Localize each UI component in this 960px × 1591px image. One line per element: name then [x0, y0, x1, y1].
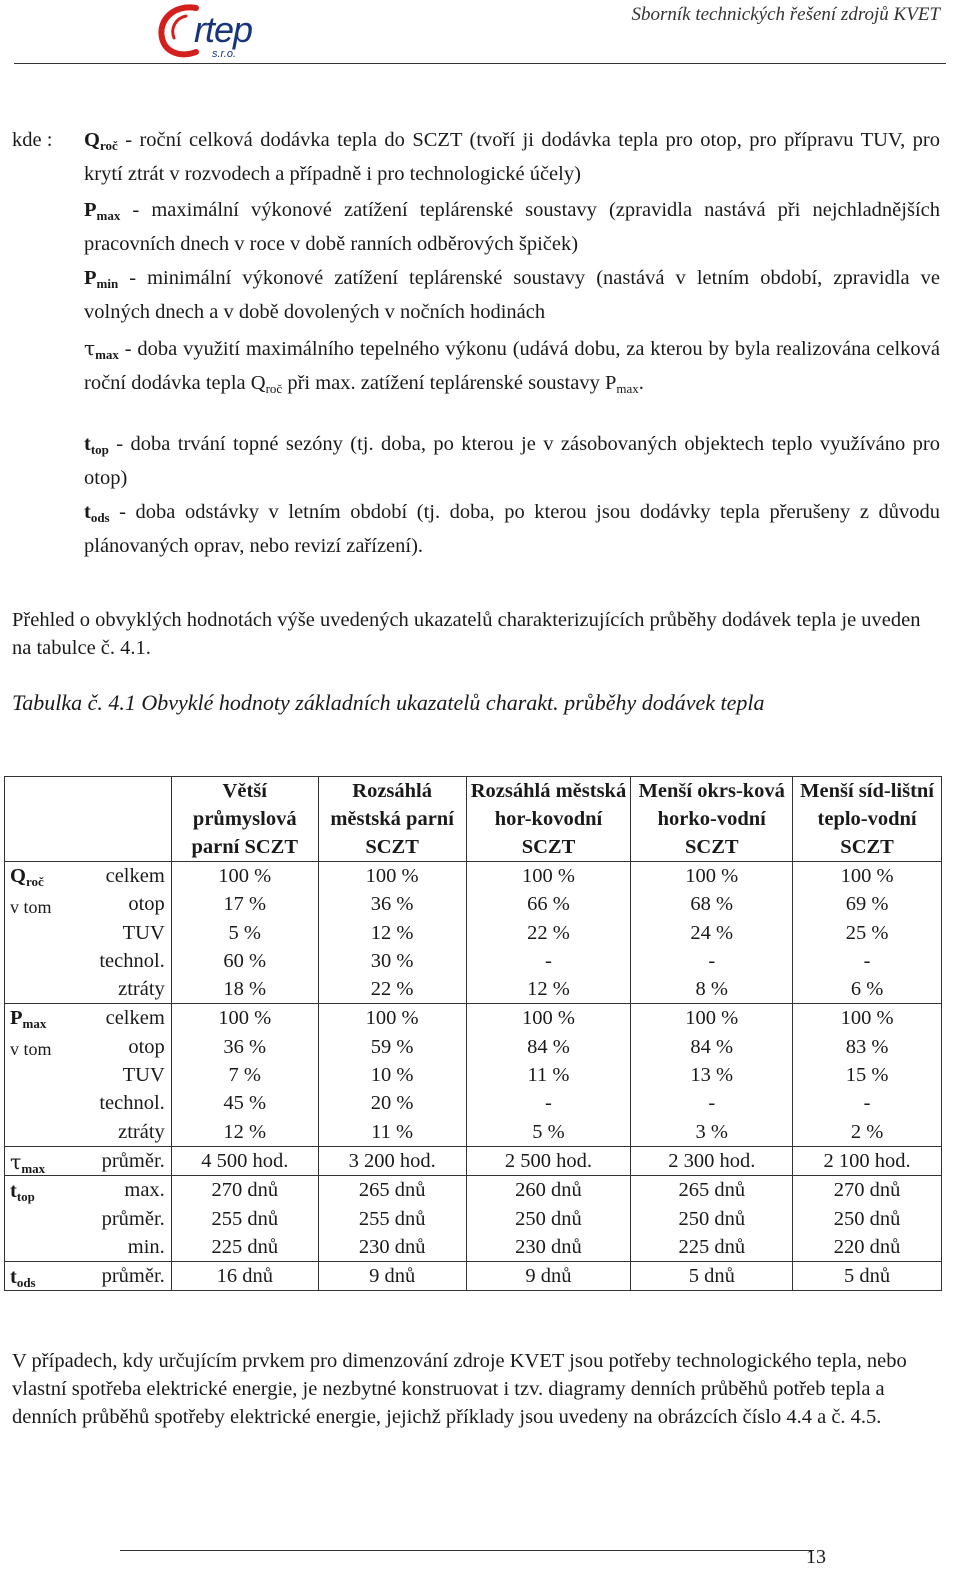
table-cell: -	[708, 1092, 716, 1115]
table-cell: 265 dnů	[678, 1179, 746, 1202]
row-label: celkem	[105, 1007, 165, 1030]
indicator-table	[4, 776, 942, 1291]
table-group-q	[5, 862, 942, 1004]
table-cell: 255 dnů	[211, 1207, 279, 1230]
table-header-row	[5, 777, 942, 862]
table-cell: 22 %	[370, 978, 414, 1001]
row-label: otop	[128, 893, 165, 916]
value-col	[466, 1262, 631, 1291]
table-cell: 36 %	[223, 1035, 267, 1058]
table-cell: 100 %	[685, 865, 739, 887]
table-cell: 83 %	[845, 1035, 889, 1058]
value-col	[793, 1176, 942, 1262]
table-label-cell	[5, 1146, 172, 1175]
definition-t-ods	[84, 498, 940, 560]
row-label: celkem	[105, 865, 165, 887]
value-col	[171, 1004, 318, 1146]
table-cell: 225 dnů	[211, 1235, 279, 1258]
table-cell: 260 dnů	[515, 1179, 582, 1202]
table-cell: 69 %	[845, 893, 889, 916]
value-col	[318, 1146, 466, 1175]
table-cell: 7 %	[228, 1064, 261, 1087]
value-col	[466, 1004, 631, 1146]
value-col	[793, 1146, 942, 1175]
value-col	[171, 862, 318, 1004]
table-cell: 100 %	[365, 865, 419, 887]
table-label-cell	[5, 1176, 172, 1262]
definition-p-min	[84, 264, 940, 326]
table-cell: 12 %	[223, 1120, 267, 1143]
table-cell: 220 dnů	[833, 1235, 901, 1258]
table-cell: 265 dnů	[358, 1179, 426, 1202]
def-text: - maximální výkonové zatížení teplárenské soustavy (zpravidla nastává při nejchladnějších pracovních dnech v roce v době ranních odběrových špiček)	[84, 199, 940, 255]
table-cell: 230 dnů	[515, 1235, 582, 1258]
intro-paragraph: Přehled o obvyklých hodnotách výše uvedených ukazatelů charakterizujících průběhy dodávek tepla je uveden na tabulce č. 4.1.	[12, 609, 921, 659]
def-symbol: $P_{max}$	[84, 199, 121, 223]
def-symbol: $P_{min}$	[84, 267, 119, 291]
table-cell: 100 %	[521, 865, 575, 887]
value-col	[171, 1146, 318, 1175]
def-symbol: $\tau_{max}$	[84, 336, 119, 362]
table-header-cell: Menší okrs-ková horko-vodní SCZT	[631, 777, 793, 862]
table-cell: 59 %	[370, 1035, 414, 1058]
row-label: TUV	[122, 921, 165, 944]
table-cell: 30 %	[370, 949, 414, 972]
row-label: technol.	[99, 1092, 165, 1115]
table-cell: 9 dnů	[369, 1265, 416, 1288]
table-cell: -	[545, 949, 552, 972]
table-header-cell: Rozsáhlá městská parní SCZT	[318, 777, 466, 862]
table-cell: 255 dnů	[358, 1207, 426, 1230]
table-cell: 12 %	[527, 978, 570, 1001]
table-cell: 10 %	[370, 1064, 414, 1087]
table-corner-cell	[5, 777, 172, 862]
definition-t-top	[84, 430, 940, 492]
footer-rule	[120, 1550, 814, 1551]
value-col	[631, 1146, 793, 1175]
definition-p-max	[84, 196, 940, 258]
definition-tau-max	[84, 334, 940, 403]
table-cell: 250 dnů	[833, 1207, 901, 1230]
def-text: - doba odstávky v letním období (tj. doba, po kterou jsou dodávky tepla přerušeny z důvodu plánovaných oprav, nebo revizí zařízení).	[84, 501, 940, 557]
table-cell: 100 %	[218, 1007, 272, 1030]
header-rule	[14, 63, 946, 64]
value-col	[793, 1004, 942, 1146]
table-cell: 45 %	[223, 1092, 267, 1115]
row-label: min.	[127, 1235, 165, 1258]
table-cell: 20 %	[370, 1092, 414, 1115]
table-cell: 84 %	[690, 1035, 734, 1058]
table-label-cell	[5, 1004, 172, 1146]
row-label: ztráty	[118, 978, 165, 1001]
def-symbol: $t_{top}$	[84, 433, 109, 457]
value-col	[631, 1176, 793, 1262]
table-cell: 13 %	[690, 1064, 734, 1087]
table-cell: -	[708, 949, 716, 972]
row-label: TUV	[122, 1064, 165, 1087]
def-symbol: $Q_{roč}$	[84, 129, 118, 153]
table-group-p	[5, 1004, 942, 1146]
table-cell: 24 %	[690, 921, 734, 944]
def-text: - doba využití maximálního tepelného výkonu (udává dobu, za kterou by byla realizována celková roční dodávka tepla $Q_{roč}$ při max. zatížení teplárenské soustavy $P_{max}$.	[84, 338, 940, 396]
value-col	[466, 1176, 631, 1262]
table-cell: 100 %	[840, 865, 894, 887]
value-col	[171, 1262, 318, 1291]
value-col	[466, 1146, 631, 1175]
value-col	[318, 1004, 466, 1146]
value-col	[793, 862, 942, 1004]
table-cell: 60 %	[223, 949, 267, 972]
value-col	[171, 1176, 318, 1262]
table-cell: 66 %	[527, 893, 570, 916]
value-col	[631, 862, 793, 1004]
table-cell: 84 %	[527, 1035, 570, 1058]
table-cell: -	[545, 1092, 552, 1115]
table-cell: 270 dnů	[211, 1179, 279, 1202]
table-cell: 9 dnů	[525, 1265, 572, 1288]
table-cell: 22 %	[527, 921, 570, 944]
table-cell: 225 dnů	[678, 1235, 746, 1258]
group-symbol-tau: $\tau_{max}$	[10, 1149, 46, 1176]
table-cell: 100 %	[685, 1007, 739, 1030]
def-symbol: $t_{ods}$	[84, 501, 110, 525]
row-label: otop	[128, 1035, 165, 1058]
value-col	[466, 862, 631, 1004]
table-cell: 17 %	[223, 893, 267, 916]
table-cell: -	[863, 949, 871, 972]
table-cell: 5 dnů	[688, 1265, 735, 1288]
table-cell: -	[863, 1092, 871, 1115]
row-label: průměr.	[101, 1207, 165, 1230]
table-cell: 2 300 hod.	[668, 1149, 756, 1172]
table-cell: 16 dnů	[216, 1265, 273, 1288]
table-cell: 36 %	[370, 893, 414, 916]
row-label: technol.	[99, 949, 165, 972]
table-caption: Tabulka č. 4.1 Obvyklé hodnoty základních ukazatelů charakt. průběhy dodávek tepla	[12, 690, 765, 715]
row-label: průměr.	[101, 1149, 165, 1172]
table-cell: 3 200 hod.	[348, 1149, 436, 1172]
value-col	[318, 1176, 466, 1262]
table-cell: 6 %	[850, 978, 884, 1001]
def-text: - minimální výkonové zatížení teplárenské soustavy (nastává v letním období, zpravidla ve volných dnech a v době dovolených v nočních hodinách	[84, 267, 940, 323]
group-symbol-ttop: $t_{top}$	[10, 1180, 35, 1205]
closing-paragraph: V případech, kdy určujícím prvkem pro dimenzování zdroje KVET jsou potřeby technologického tepla, nebo vlastní spotřeba elektrické energie, je nezbytné konstruovat i tzv. diagramy denních průběhů potřeb tepla a denních průběhů spotřeby elektrické energie, jejichž příklady jsou uvedeny na obrázcích číslo 4.4 a č. 4.5.	[12, 1350, 907, 1428]
value-col	[631, 1262, 793, 1291]
group-symbol-q: $Q_{roč}$ v tom	[10, 865, 52, 917]
table-cell: 15 %	[845, 1064, 889, 1087]
group-symbol-p: $P_{max}$ v tom	[10, 1007, 52, 1060]
table-cell: 5 %	[228, 921, 261, 944]
table-cell: 8 %	[695, 978, 728, 1001]
value-col	[318, 862, 466, 1004]
table-cell: 100 %	[840, 1007, 894, 1030]
definition-q-roc	[84, 126, 940, 188]
table-cell: 5 dnů	[844, 1265, 891, 1288]
table-cell: 2 500 hod.	[504, 1149, 593, 1172]
table-cell: 2 %	[850, 1120, 884, 1143]
value-col	[318, 1262, 466, 1291]
def-text: - roční celková dodávka tepla do SCZT (tvoří ji dodávka tepla pro otop, pro přípravu TUV, pro krytí ztrát v rozvodech a případně i pro technologické účely)	[84, 129, 940, 185]
table-cell: 18 %	[223, 978, 267, 1001]
table-header-cell: Rozsáhlá městská hor-kovodní SCZT	[466, 777, 631, 862]
table-cell: 11 %	[527, 1064, 570, 1087]
table-cell: 100 %	[521, 1007, 575, 1030]
value-col	[793, 1262, 942, 1291]
table-cell: 11 %	[371, 1120, 414, 1143]
row-label: max.	[124, 1179, 165, 1202]
value-col	[631, 1004, 793, 1146]
table-cell: 100 %	[218, 865, 272, 887]
row-label: ztráty	[118, 1120, 165, 1143]
table-cell: 2 100 hod.	[823, 1149, 911, 1172]
logo-text: rtep	[194, 9, 253, 50]
table-cell: 25 %	[845, 921, 889, 944]
table-label-cell	[5, 862, 172, 1004]
table-cell: 270 dnů	[833, 1179, 901, 1202]
table-cell: 3 %	[695, 1120, 728, 1143]
table-cell: 5 %	[532, 1120, 565, 1143]
page-number: 13	[806, 1546, 826, 1568]
table-cell: 4 500 hod.	[201, 1149, 289, 1172]
table-group-tau	[5, 1146, 942, 1175]
table-cell: 230 dnů	[358, 1235, 426, 1258]
def-text: - doba trvání topné sezóny (tj. doba, po kterou je v zásobovaných objektech teplo využíváno pro otop)	[84, 433, 940, 489]
table-group-tods	[5, 1262, 942, 1291]
running-head: Sborník technických řešení zdrojů KVET	[631, 4, 940, 25]
table-cell: 68 %	[690, 893, 734, 916]
row-label: průměr.	[101, 1265, 165, 1288]
table-cell: 250 dnů	[515, 1207, 582, 1230]
definitions-lead: kde :	[12, 129, 53, 151]
table-header-cell: Větší průmyslová parní SCZT	[171, 777, 318, 862]
table-cell: 12 %	[370, 921, 414, 944]
company-logo	[156, 2, 286, 64]
table-group-ttop	[5, 1176, 942, 1262]
table-cell: 250 dnů	[678, 1207, 746, 1230]
table-label-cell	[5, 1262, 172, 1291]
table-header-cell: Menší síd-lištní teplo-vodní SCZT	[793, 777, 942, 862]
logo-subtext: s.r.o.	[212, 48, 237, 60]
group-symbol-tods: $t_{ods}$	[10, 1266, 36, 1291]
table-cell: 100 %	[365, 1007, 419, 1030]
